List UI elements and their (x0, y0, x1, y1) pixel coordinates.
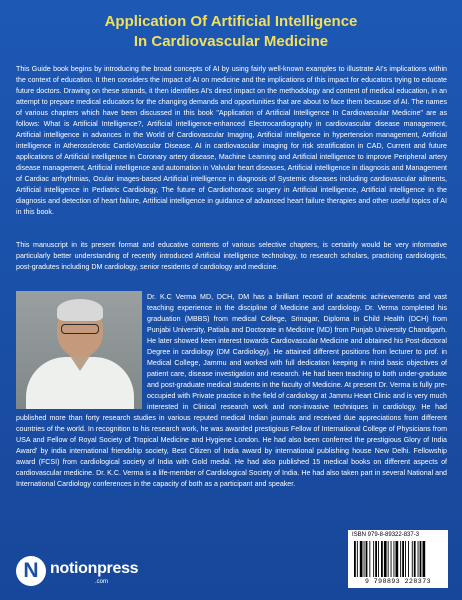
barcode-number: 9 798893 228373 (364, 578, 431, 585)
isbn-barcode-box (348, 530, 448, 588)
publisher-logo (16, 554, 139, 590)
barcode-icon (354, 541, 442, 577)
isbn-label: ISBN 979-8-89322-837-3 (352, 532, 420, 538)
publisher-suffix: .com (95, 579, 109, 585)
publisher-name: notionpress (50, 560, 139, 577)
author-bio-text: Dr. K.C Verma MD, DCH, DM has a brilliant record of academic achievements and vast teaching experience in the discipline of Medicine and cardiology. Dr. Verma completed his graduation (MBBS) from medical College, Srinagar, Diploma in Child Health (DCH) from Punjabi University, Patiala and Doctorate in Medicine (MD) from Punjab University Chandigarh. He later showed keen interest towards Cardiovascular Medicine and obtained his Post-doctoral Degree in cardiology (DM Cardiology). He attained different positions from lecturer to prof. in Medical College, Jammu and worked with full dedication keeping in mind basic objectives of patient care, disease investigation and research. He had been teaching to both under-graduate and post-graduate medical students in the faculty of Medicine. At present Dr. Verma is fully pre-occupied with Private practice in the field of cardiology at Jammu Heart Clinic and is very much interested in Clinical research work and non-invasive techniques in cardiology. He had published more than forty research studies in various reputed medical Indian journals and received due appreciations from different countries of the world. In recognition to his research work, he was awarded prestigious Fellow of International College of Physicians from USA and Fellow of Royal Society of Tropical Medicine and Hygiene London. He had also been conferred the prestigious Glory of India Award' by india international friendship society, Best Citizen of India award by international publishing house New Delhi. Fellowship award (FCSI) from cardiological society of India with Gold medal. He had also published 15 medical books on different aspects of cardiovascular medicine. Dr. K.C. Verma is a life-member of Cardiological Society of India. He had also taken part in several National and International Cardiology conferences in the capacity of both as a participant and speaker. (16, 293, 447, 488)
photo-spacer (16, 292, 147, 411)
intro-paragraph: This Guide book begins by introducing the broad concepts of AI by using fairly well-known examples to illustrate AI's implications within the context of education. It then considers the impact of AI on medicine and the implications of this impact for educators trying to educate future doctors. Drawing on these strands, it then identifies AI's direct impact on the methodology and content of medical education, in an attempt to prepare medical educators for the changing demands and opportunities that are about to face them because of AI. The names of various chapters which have been discussed in this book "Application of Artificial Intelligence In Cardiovascular Medicine" are as follows: What is Artificial Intelligence?, Artificial intelligence-enhanced Electrocardiography in cardiovascular disease management, Artificial intelligence in advances in the World of Cardiovascular Imaging, Artificial intelligence in hypertension management, Artificial intelligence in Atherosclerotic CardioVascular Disease. AI in cardiovascular imaging for risk stratification in CAD, Current and future applications of Artificial intelligence in Coronary artery disease, Machine Learning and Artificial intelligence to improve Peripheral artery disease management, Artificial intelligence and automation in Valvular heart diseases, Artificial intelligence in diagnosis and Management of Cardiac arrhythmias, Ocular images-based Artificial intelligence in diagnosis of Systemic diseases including cardiovascular ailments, Artificial intelligence in Pediatric Cardiology, The future of Cardiothoracic surgery in Artificial intelligence, Artificial intelligence in the diagnosis and detection of heart failure, Artificial intelligence in guidance of advanced heart failure therapies and other useful topics of AI in this book. (16, 65, 447, 216)
author-bio-block (16, 292, 447, 490)
publisher-logo-icon: N (16, 556, 46, 586)
book-title (0, 12, 462, 52)
title-line-2: In Cardiovascular Medicine (133, 33, 329, 50)
title-line-1: Application Of Artificial Intelligence (104, 13, 358, 30)
manuscript-paragraph: This manuscript in its present format and educative contents of various selective chapters, is certainly would be very informative particularly better understanding of recently introduced Artificial intelligence technology, to research scholars, practicing cardiologists, post-gradutes including DM cardiology, senior residents of cardiology and medicine. (16, 241, 447, 271)
